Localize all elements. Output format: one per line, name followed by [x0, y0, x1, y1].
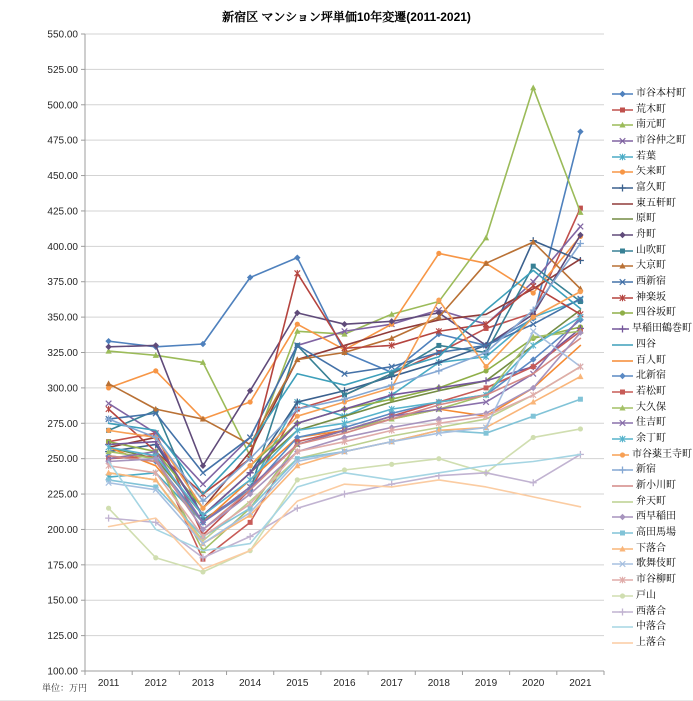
legend-item — [612, 337, 692, 353]
legend-marker-icon — [612, 199, 633, 209]
svg-text:2017: 2017 — [380, 678, 403, 689]
legend-label: 早稲田鶴巻町 — [632, 323, 692, 335]
svg-text:2021: 2021 — [569, 678, 592, 689]
legend-item — [612, 541, 692, 557]
legend-marker-icon — [612, 418, 633, 428]
legend-item — [612, 290, 692, 306]
legend-marker-icon — [612, 622, 633, 632]
legend-item — [612, 117, 692, 133]
svg-text:250.00: 250.00 — [47, 454, 78, 466]
legend-label: 富久町 — [636, 181, 666, 193]
svg-text:2018: 2018 — [427, 678, 450, 689]
legend-marker-icon — [612, 120, 633, 130]
legend-item — [612, 149, 692, 165]
svg-text:2013: 2013 — [191, 678, 215, 689]
legend-item — [612, 259, 692, 275]
legend-label: 四谷坂町 — [636, 307, 676, 319]
svg-text:175.00: 175.00 — [47, 560, 78, 572]
svg-text:375.00: 375.00 — [47, 277, 78, 289]
legend-item — [612, 384, 692, 400]
legend-item — [612, 415, 692, 431]
svg-text:300.00: 300.00 — [47, 383, 78, 395]
legend-item — [612, 212, 692, 228]
series-1 — [106, 206, 583, 538]
unit-label: 単位：万円 — [42, 683, 88, 693]
svg-text:450.00: 450.00 — [47, 171, 78, 183]
legend-item — [612, 525, 692, 541]
legend-marker-icon — [612, 356, 633, 366]
legend-label: 大京町 — [636, 260, 666, 272]
svg-text:2011: 2011 — [97, 678, 120, 689]
svg-text:500.00: 500.00 — [47, 100, 78, 112]
legend-marker-icon — [612, 638, 633, 648]
svg-text:2016: 2016 — [333, 678, 356, 689]
legend-label: 高田馬場 — [636, 527, 676, 539]
legend-label: 山吹町 — [636, 244, 666, 256]
legend-marker-icon — [612, 559, 633, 569]
svg-text:325.00: 325.00 — [47, 348, 78, 359]
legend-label: 市谷柳町 — [636, 574, 676, 586]
legend-item — [612, 478, 692, 494]
x-axis-labels — [85, 671, 604, 689]
legend-label: 四谷 — [636, 338, 656, 350]
legend-item — [612, 400, 692, 416]
legend-item — [612, 619, 692, 635]
legend-marker-icon — [612, 371, 633, 381]
legend-label: 西新宿 — [636, 276, 666, 288]
svg-text:2020: 2020 — [522, 678, 545, 689]
legend-marker-icon — [612, 512, 633, 522]
legend-label: 新宿 — [636, 464, 656, 476]
legend-label: 下落合 — [636, 542, 666, 554]
legend-label: 市谷仲之町 — [636, 134, 686, 146]
svg-text:2012: 2012 — [144, 678, 167, 689]
legend-label: 大久保 — [636, 401, 666, 413]
legend-marker-icon — [612, 183, 633, 193]
legend-item — [612, 557, 692, 573]
legend-item — [612, 321, 692, 337]
svg-text:350.00: 350.00 — [47, 312, 78, 324]
legend-label: 神楽坂 — [636, 291, 666, 303]
legend-marker-icon — [612, 403, 633, 413]
legend-marker-icon — [612, 481, 633, 491]
legend-marker-icon — [612, 465, 633, 475]
legend-label: 荒木町 — [636, 103, 666, 115]
chart-legend — [612, 86, 692, 651]
svg-text:425.00: 425.00 — [47, 206, 78, 218]
legend-label: 戸山 — [636, 589, 656, 601]
svg-text:2015: 2015 — [286, 678, 309, 689]
legend-label: 若葉 — [636, 150, 656, 162]
legend-marker-icon — [612, 167, 633, 177]
legend-marker-icon — [612, 450, 629, 460]
legend-item — [612, 431, 692, 447]
legend-label: 東五軒町 — [636, 197, 676, 209]
svg-text:275.00: 275.00 — [47, 418, 78, 430]
chart-title: 新宿区 マンション坪単価10年変遷(2011-2021) — [222, 10, 471, 24]
svg-text:150.00: 150.00 — [47, 595, 78, 607]
legend-marker-icon — [612, 607, 633, 617]
legend-marker-icon — [612, 544, 633, 554]
legend-label: 中落合 — [636, 621, 666, 633]
legend-label: 西落合 — [636, 605, 666, 617]
legend-marker-icon — [612, 324, 629, 334]
legend-item — [612, 196, 692, 212]
legend-item — [612, 243, 692, 259]
legend-marker-icon — [612, 214, 633, 224]
legend-label: 住吉町 — [636, 417, 666, 429]
legend-label: 矢来町 — [636, 166, 666, 178]
legend-item — [612, 494, 692, 510]
svg-text:225.00: 225.00 — [47, 489, 78, 501]
legend-marker-icon — [612, 136, 633, 146]
svg-text:400.00: 400.00 — [47, 241, 78, 253]
legend-item — [612, 635, 692, 651]
legend-item — [612, 368, 692, 384]
svg-text:200.00: 200.00 — [47, 524, 78, 536]
svg-text:475.00: 475.00 — [47, 135, 78, 147]
legend-label: 市谷本村町 — [636, 87, 686, 99]
legend-label: 北新宿 — [636, 370, 666, 382]
legend-item — [612, 604, 692, 620]
legend-marker-icon — [612, 246, 633, 256]
legend-item — [612, 588, 692, 604]
legend-marker-icon — [612, 528, 633, 538]
legend-item — [612, 510, 692, 526]
legend-item — [612, 572, 692, 588]
svg-text:2014: 2014 — [239, 678, 262, 689]
legend-item — [612, 227, 692, 243]
legend-item — [612, 274, 692, 290]
legend-marker-icon — [612, 497, 633, 507]
legend-label: 余丁町 — [636, 432, 666, 444]
legend-item — [612, 180, 692, 196]
legend-item — [612, 133, 692, 149]
svg-text:100.00: 100.00 — [47, 666, 78, 678]
legend-marker-icon — [612, 230, 633, 240]
svg-text:125.00: 125.00 — [47, 631, 78, 643]
legend-item — [612, 164, 692, 180]
svg-text:550.00: 550.00 — [47, 29, 78, 41]
legend-label: 原町 — [636, 213, 656, 225]
legend-item — [612, 353, 692, 369]
legend-label: 舟町 — [636, 229, 656, 241]
y-axis-labels — [47, 30, 78, 678]
legend-item — [612, 86, 692, 102]
legend-label: 上落合 — [636, 636, 666, 648]
legend-label: 歌舞伎町 — [636, 558, 676, 570]
legend-label: 百人町 — [636, 354, 666, 366]
legend-marker-icon — [612, 89, 633, 99]
legend-marker-icon — [612, 293, 633, 303]
legend-marker-icon — [612, 434, 633, 444]
legend-item — [612, 306, 692, 322]
legend-marker-icon — [612, 387, 633, 397]
legend-item — [612, 102, 692, 118]
legend-marker-icon — [612, 575, 633, 585]
legend-label: 弁天町 — [636, 495, 666, 507]
legend-marker-icon — [612, 105, 633, 115]
svg-text:2019: 2019 — [474, 678, 498, 689]
legend-label: 市谷薬王寺町 — [632, 448, 692, 460]
svg-text:525.00: 525.00 — [47, 64, 78, 76]
legend-marker-icon — [612, 261, 633, 271]
legend-marker-icon — [612, 591, 633, 601]
legend-label: 西早稲田 — [636, 511, 676, 523]
legend-label: 新小川町 — [636, 480, 676, 492]
legend-item — [612, 463, 692, 479]
legend-item — [612, 447, 692, 463]
legend-marker-icon — [612, 308, 633, 318]
legend-marker-icon — [612, 340, 633, 350]
legend-marker-icon — [612, 152, 633, 162]
legend-label: 若松町 — [636, 385, 666, 397]
legend-marker-icon — [612, 277, 633, 287]
legend-label: 南元町 — [636, 119, 666, 131]
